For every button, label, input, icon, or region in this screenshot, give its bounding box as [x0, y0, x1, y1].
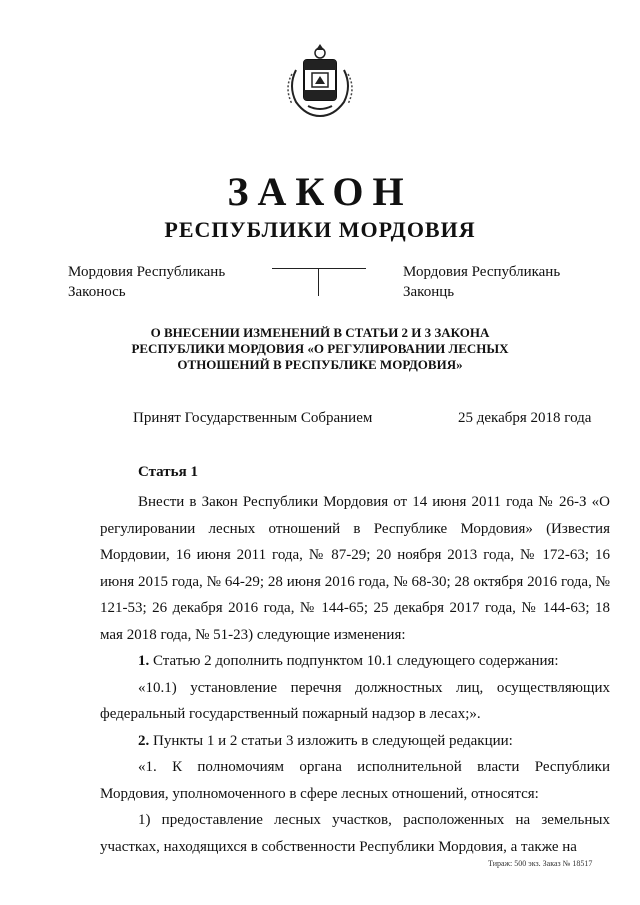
right-heading-line: Законць [403, 284, 455, 300]
article-subitem: 1) предоставление лесных участков, расположенных на земельных участках, находящихся в собственности Республики Мордовия, а также на [100, 812, 610, 855]
coat-of-arms-icon [282, 40, 358, 120]
article-body [100, 489, 610, 860]
article-item-2 [100, 728, 610, 755]
item-text: Статью 2 дополнить подпунктом 10.1 следующего содержания: [149, 653, 559, 669]
law-title-line: ОТНОШЕНИЙ В РЕСПУБЛИКЕ МОРДОВИЯ» [177, 357, 463, 372]
law-heading: ЗАКОН [227, 169, 413, 214]
item-number: 1. [138, 653, 150, 669]
article-quote: «10.1) установление перечня должностных лиц, осуществляющих федеральный государственный пожарный надзор в лесах;». [100, 679, 610, 722]
law-title [110, 325, 530, 373]
adopted-label: Принят Государственным Собранием [133, 410, 373, 426]
right-heading-block [403, 262, 603, 302]
law-title-line: РЕСПУБЛИКИ МОРДОВИЯ «О РЕГУЛИРОВАНИИ ЛЕСНЫХ [131, 341, 509, 356]
adopted-date: 25 декабря 2018 года [458, 410, 592, 426]
article-quote: «1. К полномочиям органа исполнительной власти Республики Мордовия, уполномоченного в сфере лесных отношений, относятся: [100, 759, 610, 802]
law-title-line: О ВНЕСЕНИИ ИЗМЕНЕНИЙ В СТАТЬИ 2 И 3 ЗАКОНА [150, 325, 490, 340]
print-run-note: Тираж: 500 экз. Заказ № 18517 [488, 859, 593, 868]
republic-heading: РЕСПУБЛИКИ МОРДОВИЯ [164, 217, 476, 242]
right-heading-line: Мордовия Республикань [403, 264, 561, 280]
left-heading-block [68, 262, 268, 302]
header-divider-horizontal [272, 268, 366, 269]
item-text: Пункты 1 и 2 статьи 3 изложить в следующей редакции: [149, 732, 513, 749]
article-paragraph: Внести в Закон Республики Мордовия от 14 июня 2011 года № 26-З «О регулировании лесных отношений в Республике Мордовия» (Известия Мордовии, 16 июня 2011 года, № 87-29; 20 ноября 2013 года, № 172-63; 16 июня 2015 года, № 64-29; 28 июня 2016 года, № 68-30; 28 октября 2016 года, № 121-53; 26 декабря 2016 года, № 144-65; 25 декабря 2017 года, № 144-63; 18 мая 2018 года, № 51-23) следующие изменения: [100, 494, 610, 643]
article-heading: Статья 1 [138, 464, 198, 480]
item-number: 2. [138, 732, 150, 749]
article-item-1 [100, 648, 610, 675]
header-divider-vertical [318, 268, 319, 296]
left-heading-line: Мордовия Республикань [68, 264, 226, 280]
left-heading-line: Законось [68, 284, 126, 300]
